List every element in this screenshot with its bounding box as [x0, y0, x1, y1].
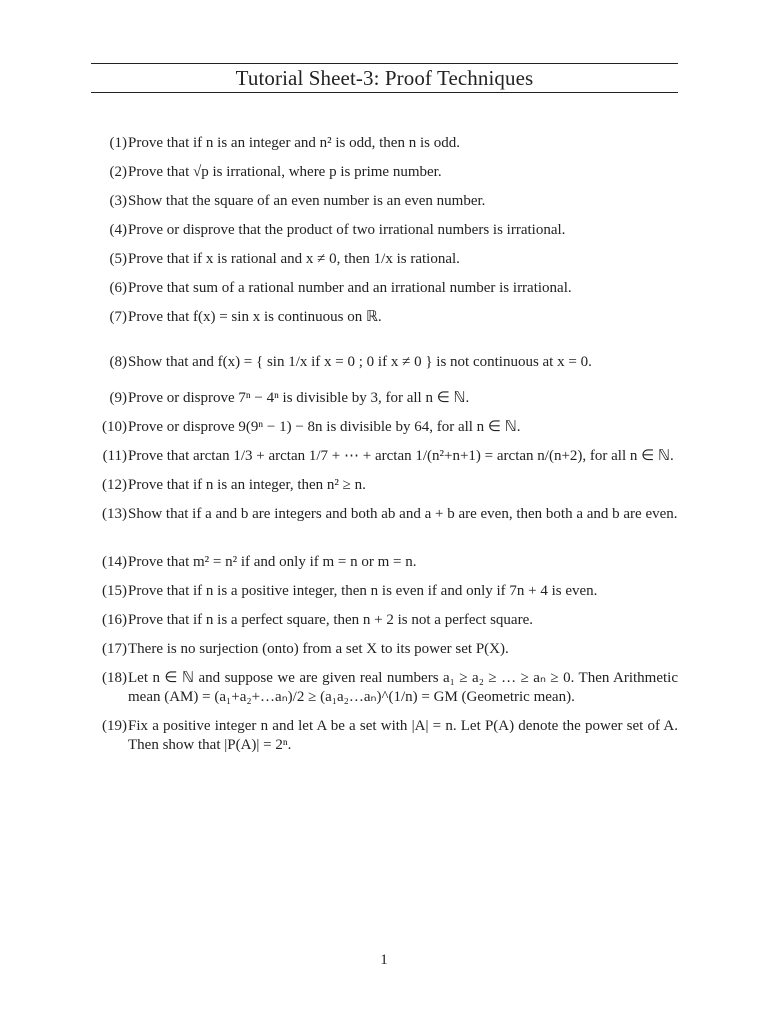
item-text: Prove that arctan 1/3 + arctan 1/7 + ⋯ + arctan 1/(n²+n+1) = arctan n/(n+2), for all n ∈ ℕ. [128, 448, 674, 464]
item-number: (17) [102, 641, 127, 657]
item-text: Let n ∈ ℕ and suppose we are given real numbers a₁ ≥ a₂ ≥ … ≥ aₙ ≥ 0. Then Arithmetic mean (AM) = (a₁+a₂+…aₙ)/2 ≥ (a₁a₂…aₙ)^(1/n) = GM (Geometric mean). [128, 670, 678, 705]
item-number: (15) [102, 583, 127, 599]
list-item [91, 611, 678, 640]
item-number: (10) [102, 419, 127, 435]
item-number: (13) [102, 506, 127, 522]
problem-list [91, 134, 678, 765]
list-item [91, 134, 678, 163]
item-number: (5) [109, 251, 127, 267]
list-item [91, 337, 678, 389]
list-item [91, 505, 678, 553]
item-text: Show that if a and b are integers and both ab and a + b are even, then both a and b are even. [128, 506, 678, 522]
list-item [91, 418, 678, 447]
list-item [91, 717, 678, 765]
item-text: Prove that if x is rational and x ≠ 0, then 1/x is rational. [128, 251, 460, 267]
item-text: Prove that if n is an integer, then n² ≥ n. [128, 477, 366, 493]
list-item [91, 582, 678, 611]
item-text: Fix a positive integer n and let A be a set with |A| = n. Let P(A) denote the power set of A. Then show that |P(A)| = 2ⁿ. [128, 718, 678, 753]
item-number: (16) [102, 612, 127, 628]
list-item [91, 221, 678, 250]
item-number: (2) [109, 164, 127, 180]
item-text: Prove that f(x) = sin x is continuous on ℝ. [128, 309, 382, 325]
item-number: (9) [109, 390, 127, 406]
list-item [91, 308, 678, 337]
item-text: There is no surjection (onto) from a set X to its power set P(X). [128, 641, 509, 657]
list-item [91, 192, 678, 221]
list-item [91, 553, 678, 582]
list-item [91, 389, 678, 418]
list-item [91, 279, 678, 308]
item-number: (19) [102, 718, 127, 734]
top-rule [91, 63, 678, 64]
item-number: (11) [102, 448, 127, 464]
item-text: Prove that m² = n² if and only if m = n or m = n. [128, 554, 417, 570]
item-text: Prove that if n is a perfect square, then n + 2 is not a perfect square. [128, 612, 533, 628]
item-text: Prove or disprove 9(9ⁿ − 1) − 8n is divisible by 64, for all n ∈ ℕ. [128, 419, 521, 435]
item-text: Prove or disprove 7ⁿ − 4ⁿ is divisible by 3, for all n ∈ ℕ. [128, 390, 470, 406]
item-number: (14) [102, 554, 127, 570]
list-item [91, 640, 678, 669]
item-number: (3) [109, 193, 127, 209]
item-number: (1) [109, 135, 127, 151]
page-title: Tutorial Sheet-3: Proof Techniques [235, 66, 534, 90]
item-number: (12) [102, 477, 127, 493]
list-item [91, 476, 678, 505]
item-text: Prove or disprove that the product of two irrational numbers is irrational. [128, 222, 566, 238]
title-underline-rule [91, 92, 678, 93]
list-item [91, 250, 678, 279]
item-text: Prove that √p is irrational, where p is prime number. [128, 164, 442, 180]
page-number: 1 [380, 952, 388, 968]
list-item [91, 669, 678, 717]
item-text: Prove that if n is a positive integer, then n is even if and only if 7n + 4 is even. [128, 583, 598, 599]
list-item [91, 447, 678, 476]
item-number: (8) [109, 354, 127, 370]
item-number: (4) [109, 222, 127, 238]
item-text: Prove that if n is an integer and n² is odd, then n is odd. [128, 135, 460, 151]
item-text: Show that the square of an even number is an even number. [128, 193, 486, 209]
item-number: (6) [109, 280, 127, 296]
item-number: (18) [102, 670, 127, 686]
list-item [91, 163, 678, 192]
item-number: (7) [109, 309, 127, 325]
item-text: Show that and f(x) = { sin 1/x if x = 0 ; 0 if x ≠ 0 } is not continuous at x = 0. [128, 354, 592, 370]
item-text: Prove that sum of a rational number and an irrational number is irrational. [128, 280, 572, 296]
